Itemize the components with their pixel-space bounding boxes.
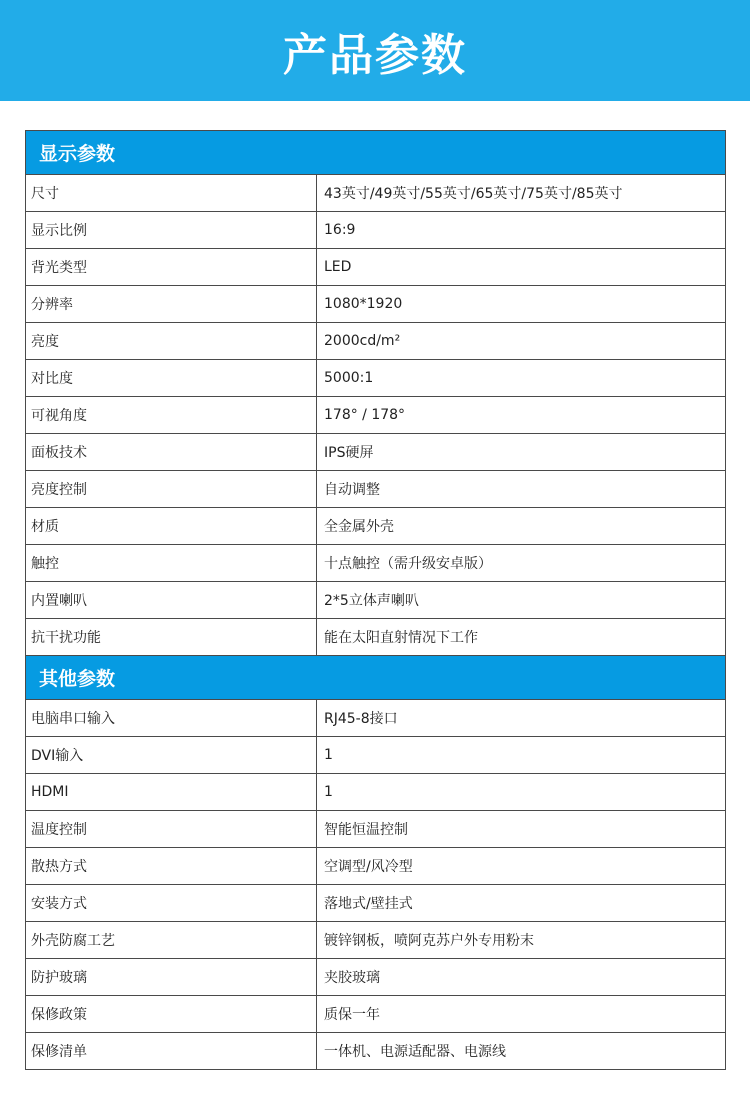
table-row [26, 360, 726, 397]
spec-label: 保修政策 [26, 996, 317, 1033]
spec-label: 对比度 [26, 360, 317, 397]
spec-value: 十点触控（需升级安卓版） [317, 545, 726, 582]
section-title: 其他参数 [26, 656, 726, 700]
spec-label: 电脑串口输入 [26, 700, 317, 737]
spec-value: RJ45-8接口 [317, 700, 726, 737]
spec-label: 分辨率 [26, 286, 317, 323]
spec-label: 保修清单 [26, 1033, 317, 1070]
spec-label: 背光类型 [26, 249, 317, 286]
table-row [26, 286, 726, 323]
table-row [26, 397, 726, 434]
spec-value: 自动调整 [317, 471, 726, 508]
table-row [26, 434, 726, 471]
table-row [26, 619, 726, 656]
spec-label: 安装方式 [26, 885, 317, 922]
section-header-other [26, 656, 726, 700]
spec-value: 夹胶玻璃 [317, 959, 726, 996]
table-row [26, 959, 726, 996]
spec-value: 落地式/壁挂式 [317, 885, 726, 922]
table-row [26, 471, 726, 508]
spec-table [25, 130, 726, 1070]
table-row [26, 249, 726, 286]
table-row [26, 996, 726, 1033]
spec-label: HDMI [26, 774, 317, 811]
table-row [26, 700, 726, 737]
table-row [26, 848, 726, 885]
section-header-display [26, 131, 726, 175]
spec-value: 全金属外壳 [317, 508, 726, 545]
spec-value: 16:9 [317, 212, 726, 249]
spec-label: 外壳防腐工艺 [26, 922, 317, 959]
spec-value: LED [317, 249, 726, 286]
spec-label: 显示比例 [26, 212, 317, 249]
table-row [26, 582, 726, 619]
spec-label: 抗干扰功能 [26, 619, 317, 656]
spec-value: 智能恒温控制 [317, 811, 726, 848]
spec-label: 内置喇叭 [26, 582, 317, 619]
spec-value: 质保一年 [317, 996, 726, 1033]
spec-label: 散热方式 [26, 848, 317, 885]
table-row [26, 212, 726, 249]
table-row [26, 811, 726, 848]
header-banner [0, 0, 750, 101]
spec-value: 43英寸/49英寸/55英寸/65英寸/75英寸/85英寸 [317, 175, 726, 212]
spec-value: 178° / 178° [317, 397, 726, 434]
table-row [26, 508, 726, 545]
spec-label: 材质 [26, 508, 317, 545]
spec-value: 一体机、电源适配器、电源线 [317, 1033, 726, 1070]
spec-value: 1 [317, 737, 726, 774]
spec-value: 2*5立体声喇叭 [317, 582, 726, 619]
spec-label: 防护玻璃 [26, 959, 317, 996]
spec-value: IPS硬屏 [317, 434, 726, 471]
section-title: 显示参数 [26, 131, 726, 175]
spec-label: 亮度 [26, 323, 317, 360]
table-row [26, 922, 726, 959]
table-row [26, 774, 726, 811]
spec-value: 镀锌钢板，喷阿克苏户外专用粉末 [317, 922, 726, 959]
table-row [26, 323, 726, 360]
spec-label: 面板技术 [26, 434, 317, 471]
spec-label: 亮度控制 [26, 471, 317, 508]
spec-label: 尺寸 [26, 175, 317, 212]
spec-label: DVI输入 [26, 737, 317, 774]
table-row [26, 737, 726, 774]
spec-value: 能在太阳直射情况下工作 [317, 619, 726, 656]
spec-value: 1 [317, 774, 726, 811]
spec-label: 可视角度 [26, 397, 317, 434]
table-row [26, 885, 726, 922]
table-row [26, 175, 726, 212]
spec-label: 温度控制 [26, 811, 317, 848]
table-row [26, 1033, 726, 1070]
spec-value: 5000:1 [317, 360, 726, 397]
table-row [26, 545, 726, 582]
spec-value: 2000cd/m² [317, 323, 726, 360]
spec-value: 1080*1920 [317, 286, 726, 323]
spec-value: 空调型/风冷型 [317, 848, 726, 885]
spec-label: 触控 [26, 545, 317, 582]
page-title: 产品参数 [283, 29, 467, 81]
